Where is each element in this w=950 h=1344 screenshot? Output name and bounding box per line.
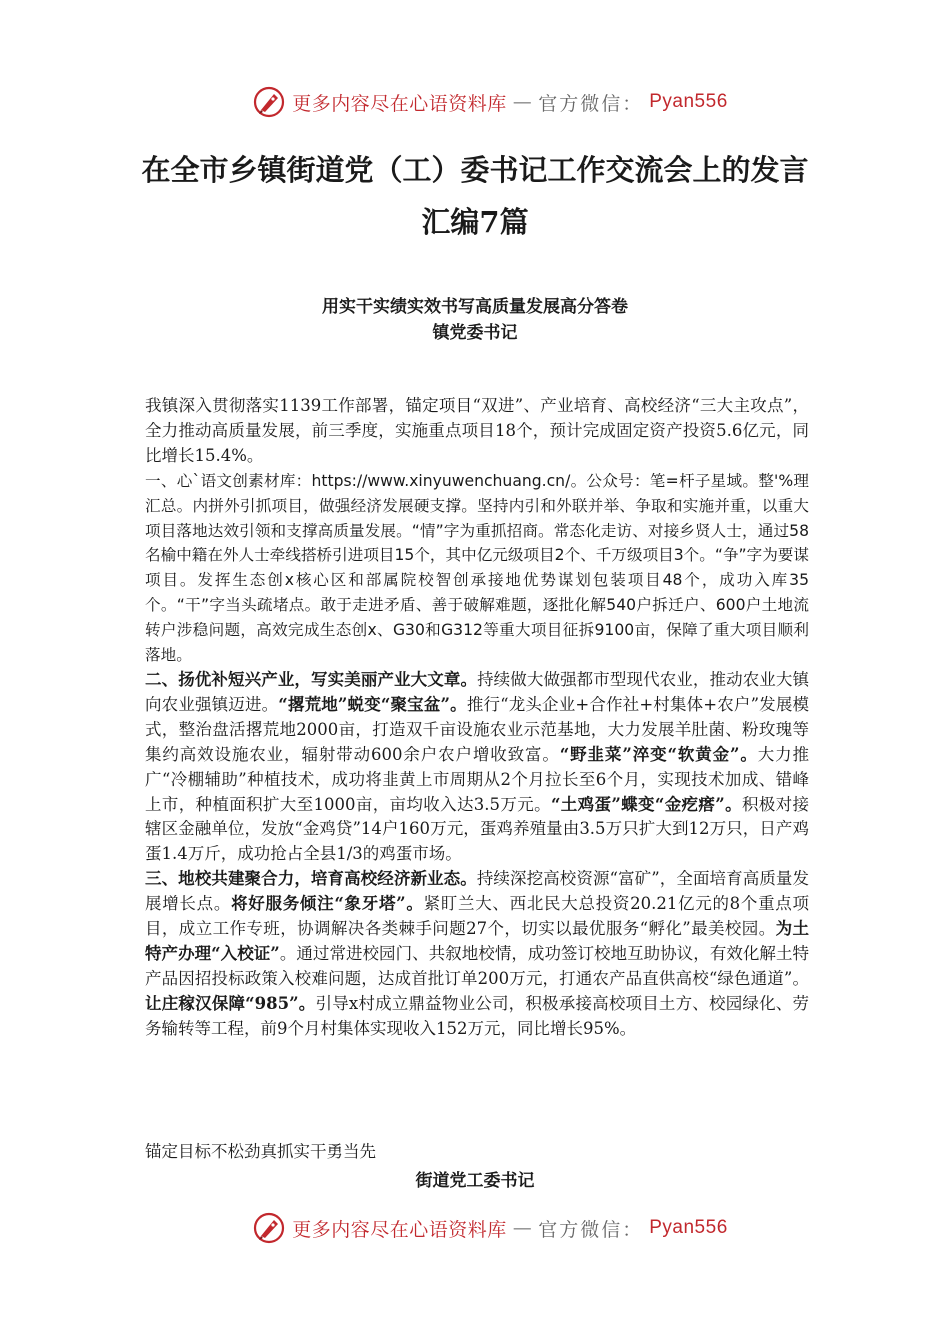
section2-heading: 二、扬优补短兴产业，写实美丽产业大文章。 <box>145 669 478 689</box>
pen-nib-icon <box>252 1211 286 1245</box>
section2-text-a: 持续做大做强都市型现代农业，推动农业大镇向农业强镇迈进。 <box>145 669 810 714</box>
section2-text-d: 积极对接辖区金融单位，发放“金鸡贷”14户160万元，蛋鸡养殖量由3.5万只扩大到12万只，日产鸡蛋1.4万斤，成功抢占全县1/3的鸡蛋市场。 <box>145 794 810 864</box>
banner-wechat-id: Pyan556 <box>649 91 728 112</box>
header-banner <box>0 82 950 122</box>
article1-title: 用实干实绩实效书写高质量发展高分答卷 <box>322 297 628 317</box>
article1-section2 <box>145 668 809 867</box>
section3-text-d: 引导x村成立鼎益物业公司，积极承接高校项目土方、校园绿化、劳务输转等工程，前9个月村集体实现收入152万元，同比增长95%。 <box>145 993 809 1038</box>
pen-nib-icon <box>252 85 286 119</box>
section3-text-c: 。通过常进校园门、共叙地校情，成功签订校地互助协议，有效化解土特产品因招投标政策入校难问题，达成首批订单200万元，打通农产品直供高校“绿色通道”。 <box>145 943 810 988</box>
article1-section3 <box>145 867 809 1041</box>
footer-banner <box>0 1208 950 1248</box>
article1-body <box>145 394 809 1042</box>
banner-dash: — <box>512 1217 533 1239</box>
section3-highlight-c: 为土特产办理“入校证” <box>145 919 809 963</box>
section2-highlight-d: “土鸡蛋”蝶变“金疙瘩”。 <box>550 794 742 814</box>
section2-text-b: 推行“龙头企业+合作社+村集体+农户”发展模式，整治盘活撂荒地2000亩，打造双千亩设施农业示范基地，大力发展羊肚菌、粉玫瑰等集约高效设施农业，辐射带动600余户农户增收致富。 <box>145 694 809 764</box>
article2-author: 街道党工委书记 <box>415 1171 535 1191</box>
section2-highlight-c: “野韭菜”淬变“软黄金”。 <box>559 744 758 764</box>
section3-highlight-b: 将好服务倾注“象牙塔”。 <box>231 894 424 914</box>
section3-highlight-d: 让庄稼汉保障“985”。 <box>145 993 316 1013</box>
article1-author: 镇党委书记 <box>432 323 518 343</box>
section2-text-c: 大力推广“冷棚辅助”种植技术，成功将韭黄上市周期从2个月拉长至6个月，实现技术加成、错峰上市，种植面积扩大至1000亩，亩均收入达3.5万元。 <box>145 744 809 814</box>
section2-highlight-b: “撂荒地”蜕变“聚宝盆”。 <box>278 694 467 714</box>
document-title-line2: 汇编7篇 <box>421 205 529 239</box>
article1-section1 <box>145 469 809 668</box>
section3-text-a: 持续深挖高校资源“富矿”，全面培育高质量发展增长点。 <box>145 869 809 914</box>
section3-heading: 三、地校共建聚合力，培育高校经济新业态。 <box>145 869 477 889</box>
banner-wechat-id: Pyan556 <box>649 1217 728 1238</box>
banner-main-text: 更多内容尽在心语资料库 <box>292 92 507 115</box>
banner-wechat-label: 官方微信： <box>538 92 644 115</box>
banner-wechat-label: 官方微信： <box>538 1218 644 1241</box>
banner-dash: — <box>512 91 533 113</box>
section1-heading: 一、心`语文创素材库：https://www.xinyuwenchuang.cn/。公众号：笔=杆子星域。整'%理汇总。 <box>145 471 809 515</box>
document-title-line1: 在全市乡镇街道党（工）委书记工作交流会上的发言 <box>141 153 809 187</box>
article1-intro: 我镇深入贯彻落实1139工作部署，锚定项目“双进”、产业培育、高校经济“三大主攻点”，全力推动高质量发展，前三季度，实施重点项目18个，预计完成固定资产投资5.6亿元，同比增长15.4%。 <box>145 396 809 465</box>
article2-title: 锚定目标不松劲真抓实干勇当先 <box>145 1142 376 1161</box>
section3-text-b: 紧盯兰大、西北民大总投资20.21亿元的8个重点项目，成立工作专班，协调解决各类棘手问题27个，切实以最优服务“孵化”最美校园。 <box>145 894 810 939</box>
section1-body: 内拼外引抓项目，做强经济发展硬支撑。坚持内引和外联并举、争取和实施并重，以重大项目落地达效引领和支撑高质量发展。“情”字为重抓招商。常态化走访、对接乡贤人士，通过58名榆中籍在外人士牵线搭桥引进项目15个，其中亿元级项目2个、千万级项目3个。“争”字为要谋项目。发挥生态创x核心区和部属院校智创承接地优势谋划包装项目48个，成功入库35个。“干”字当头疏堵点。敢于走进矛盾、善于破解难题，逐批化解540户拆迁户、600户土地流转户涉稳问题，高效完成生态创x、G30和G312等重大项目征拆9100亩，保障了重大项目顺利落地。 <box>145 496 809 665</box>
banner-main-text: 更多内容尽在心语资料库 <box>292 1218 507 1241</box>
